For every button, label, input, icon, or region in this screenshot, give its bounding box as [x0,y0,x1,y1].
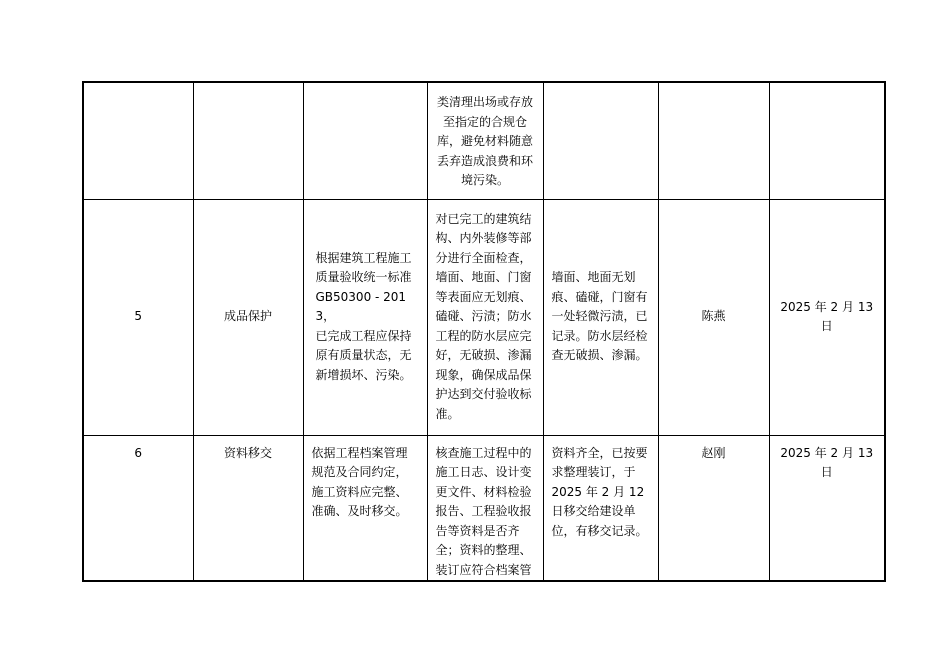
item-cell: 成品保护 [193,199,303,435]
content-cell: 类清理出场或存放 至指定的合规仓 库，避免材料随意 丢弃造成浪费和环 境污染。 [427,82,543,199]
table-row [83,82,885,199]
standard-cell [303,82,427,199]
result-cell: 资料齐全，已按要 求整理装订，于 2025 年 2 月 12 日移交给建设单 位，有移交记录。 [543,435,658,581]
date-cell: 2025 年 2 月 13 日 [769,435,885,581]
table-row [83,199,885,435]
date-cell [769,82,885,199]
item-cell: 资料移交 [193,435,303,581]
standard-cell: 依据工程档案管理 规范及合同约定， 施工资料应完整、 准确、及时移交。 [303,435,427,581]
standard-cell: 根据建筑工程施工 质量验收统一标准 GB50300 - 2013， 已完成工程应保持 原有质量状态，无 新增损坏、污染。 [303,199,427,435]
item-cell [193,82,303,199]
date-cell: 2025 年 2 月 13 日 [769,199,885,435]
row-number-cell: 5 [83,199,193,435]
content-cell: 核查施工过程中的 施工日志、设计变 更文件、材料检验 报告、工程验收报 告等资料是否齐 全；资料的整理、 装订应符合档案管 [427,435,543,581]
row-number-cell [83,82,193,199]
result-cell: 墙面、地面无划 痕、磕碰，门窗有 一处轻微污渍，已 记录。防水层经检 查无破损、渗漏。 [543,199,658,435]
person-cell: 赵刚 [658,435,769,581]
result-cell [543,82,658,199]
table-row [83,435,885,581]
content-cell: 对已完工的建筑结 构、内外装修等部 分进行全面检查， 墙面、地面、门窗 等表面应无划痕、 磕碰、污渍；防水 工程的防水层应完 好，无破损、渗漏 现象，确保成品保 护达到交付验收标 准。 [427,199,543,435]
row-number-cell: 6 [83,435,193,581]
person-cell: 陈燕 [658,199,769,435]
inspection-table [82,81,886,582]
person-cell [658,82,769,199]
